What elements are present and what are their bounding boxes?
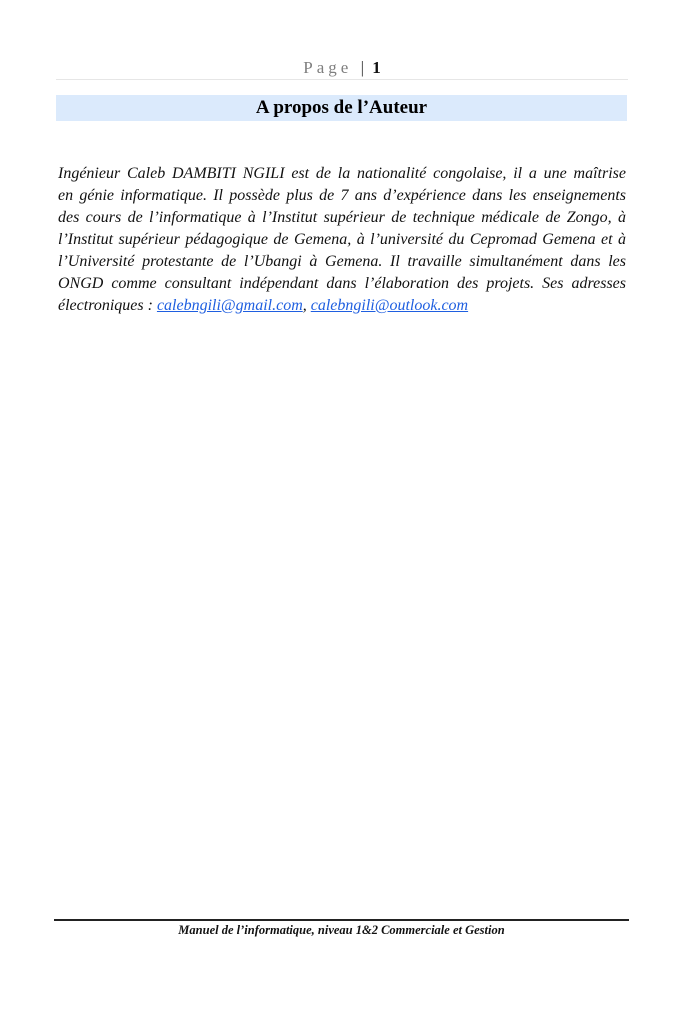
header-divider [56,79,628,80]
page-footer: Manuel de l’informatique, niveau 1&2 Commerciale et Gestion [178,923,505,937]
bio-line: ONGD comme consultant indépendant dans l’élaboration des projets. Ses adresses [58,275,626,292]
page-header [56,58,628,78]
footer-divider [54,919,629,921]
bio-line: l’Institut supérieur pédagogique de Gemena, à l’université du Cepromad Gemena et à [58,231,626,248]
bio-line: Ingénieur Caleb DAMBITI NGILI est de la nationalité congolaise, il a une maîtrise [58,165,626,182]
bio-line: en génie informatique. Il possède plus de 7 ans d’expérience dans les enseignements [58,187,626,204]
bio-line: l’Université protestante de l’Ubangi à Gemena. Il travaille simultanément dans les [58,253,626,270]
section-title: A propos de l’Auteur [56,95,627,121]
page-separator: | [360,58,364,77]
email-separator: , [302,297,311,314]
email-link-gmail[interactable]: calebngili@gmail.com [156,297,303,314]
bio-line: des cours de l’informatique à l’Institut supérieur de technique médicale de Zongo, à [58,209,626,226]
author-bio [58,163,626,317]
page-label: Page [303,58,353,77]
emails-label: électroniques : [58,297,157,314]
email-link-outlook[interactable]: calebngili@outlook.com [310,297,469,314]
page-number: 1 [372,58,381,77]
bio-line-emails [58,295,626,317]
